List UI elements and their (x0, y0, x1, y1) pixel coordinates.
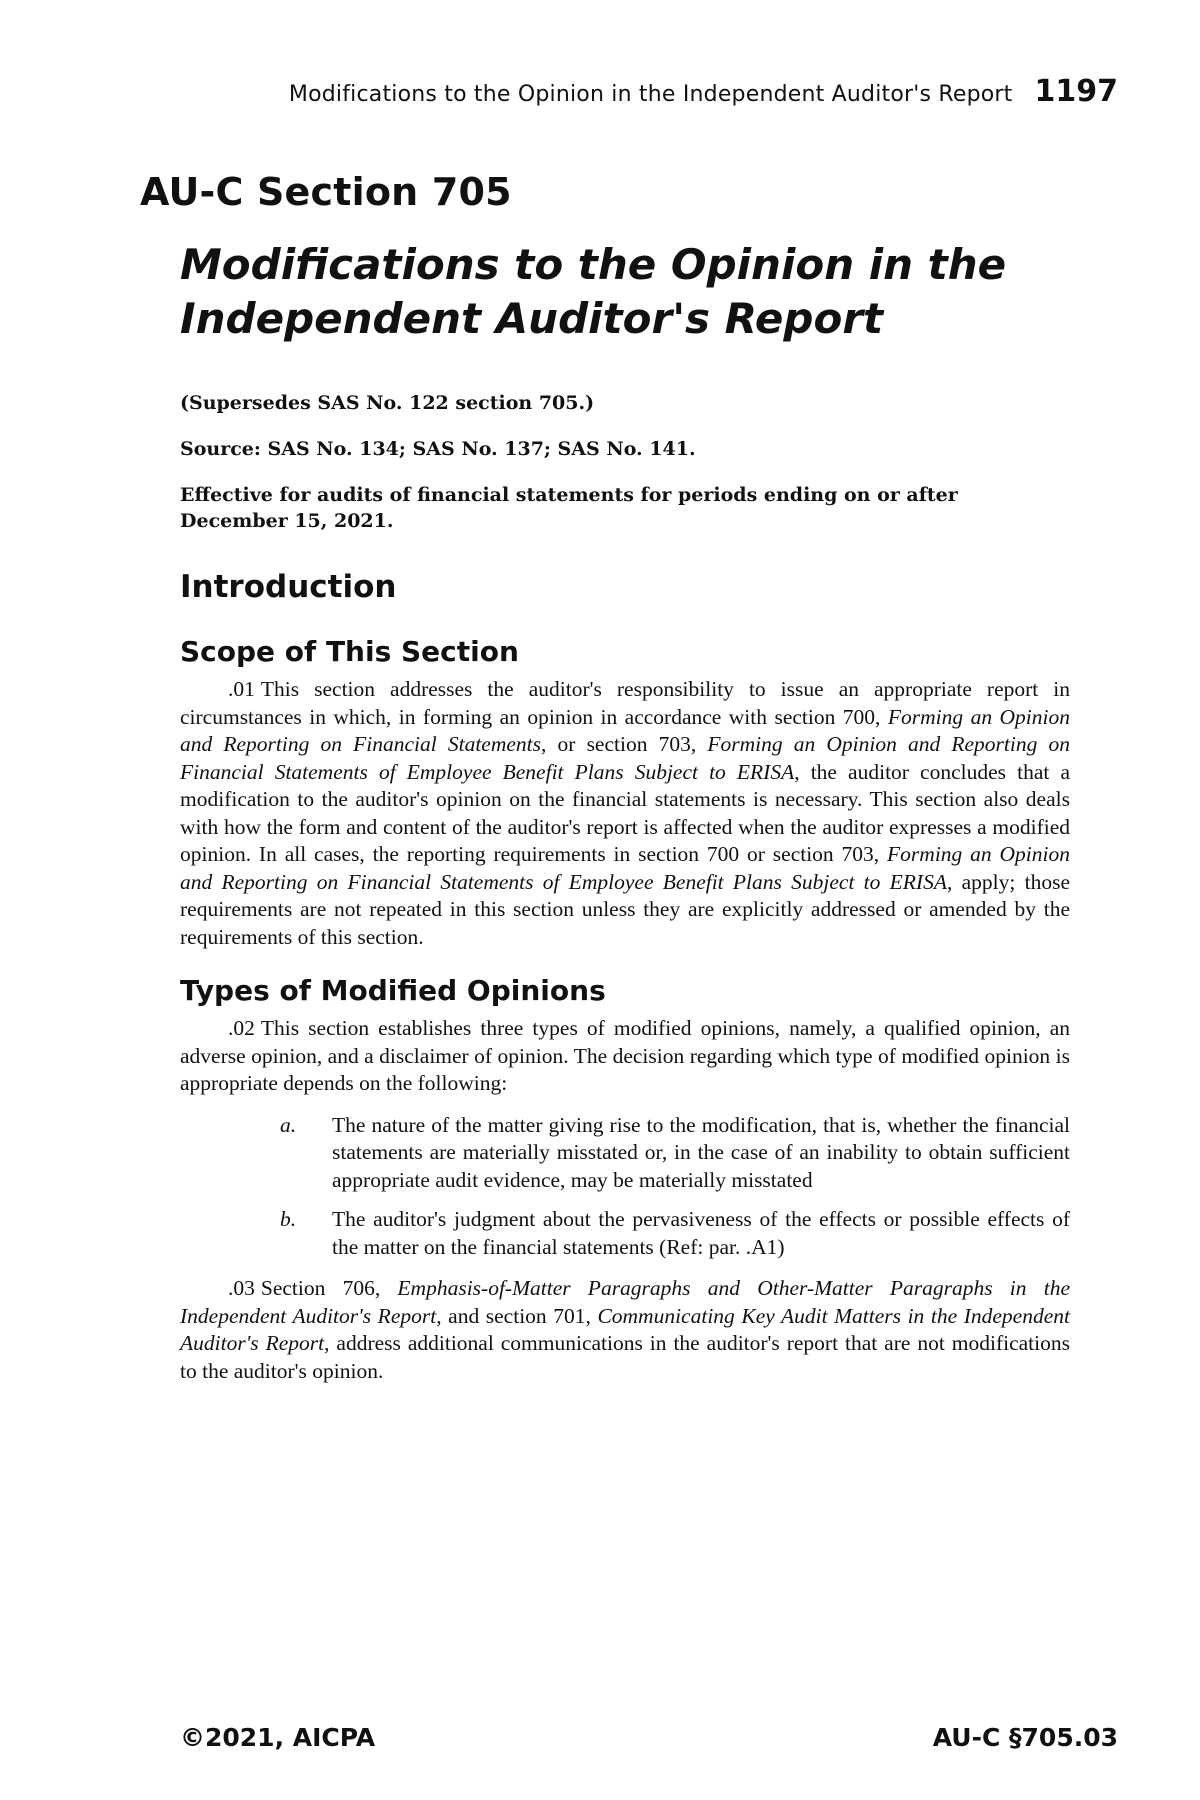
paragraph-01 (180, 676, 1070, 951)
section-701-title: Communicating Key Audit Matters in the Independent Auditor's Report (180, 1303, 1070, 1355)
section-label: AU-C Section 705 (140, 170, 512, 214)
opinion-factors-list (180, 1112, 1070, 1262)
section-706-title: Emphasis-of-Matter Paragraphs and Other-Matter Paragraphs in the Independent Auditor's Report (180, 1276, 1070, 1328)
paragraph-text: , and section 701, (436, 1303, 598, 1328)
paragraph-text: Section 706, (260, 1276, 398, 1300)
paragraph-02 (180, 1015, 1070, 1098)
paragraph-number: .01 (228, 677, 255, 701)
copyright-footer: ©2021, AICPA (180, 1723, 376, 1752)
paragraph-number: .02 (228, 1016, 255, 1040)
section-700-title: Forming an Opinion and Reporting on Financial Statements (180, 704, 1070, 756)
supersedes-note: (Supersedes SAS No. 122 section 705.) (180, 392, 595, 414)
paragraph-text: , apply; those requirements are not repeated in this section unless they are explicitly addressed or amended by the requirements of this section. (180, 869, 1070, 949)
main-content (180, 390, 1070, 1399)
section-703-title: Forming an Opinion and Reporting on Financial Statements of Employee Benefit Plans Subject to ERISA (180, 732, 1070, 784)
list-marker: a. (280, 1112, 297, 1137)
introduction-heading: Introduction (180, 569, 397, 605)
paragraph-number: .03 (228, 1276, 255, 1300)
list-item (180, 1206, 1070, 1261)
list-item (180, 1112, 1070, 1195)
scope-heading: Scope of This Section (180, 635, 519, 668)
paragraph-text: , address additional communications in the auditor's report that are not modifications to the auditor's opinion. (180, 1331, 1070, 1383)
list-marker: b. (280, 1207, 297, 1231)
effective-note: Effective for audits of financial statements for periods ending on or after December 15, 2021. (180, 484, 958, 532)
list-item-text: The auditor's judgment about the pervasiveness of the effects or possible effects of the matter on the financial statements (Ref: par. .A1) (332, 1207, 1070, 1259)
list-item-text: The nature of the matter giving rise to the modification, that is, whether the financial statements are materially misstated or, in the case of an inability to obtain sufficient appropriate audit evidence, may be materially misstated (332, 1112, 1070, 1192)
paragraph-text: This section addresses the auditor's responsibility to issue an appropriate report in circumstances in which, in forming an opinion in accordance with section 700, (180, 677, 1070, 729)
paragraph-text: , or section 703, (541, 732, 708, 756)
source-note: Source: SAS No. 134; SAS No. 137; SAS No. 141. (180, 438, 696, 460)
types-heading: Types of Modified Opinions (180, 974, 606, 1007)
section-title: Modifications to the Opinion in the Independent Auditor's Report (180, 240, 1007, 343)
paragraph-03 (180, 1275, 1070, 1385)
paragraph-text: , the auditor concludes that a modification to the auditor's opinion on the financial statements is necessary. This section also deals with how the form and content of the auditor's report is affected when the auditor expresses a modified opinion. In all cases, the reporting requirements in section 700 or section 703, (180, 759, 1071, 866)
page-number: 1197 (1034, 74, 1118, 109)
section-703-title: Forming an Opinion and Reporting on Financial Statements of Employee Benefit Plans Subject to ERISA (180, 842, 1070, 894)
section-reference-footer: AU-C §705.03 (932, 1723, 1118, 1752)
paragraph-text: This section establishes three types of modified opinions, namely, a qualified opinion, an adverse opinion, and a disclaimer of opinion. The decision regarding which type of modified opinion is appropriate depends on the following: (180, 1016, 1070, 1095)
running-head-title: Modifications to the Opinion in the Independent Auditor's Report (288, 82, 1013, 107)
running-head (289, 74, 1118, 109)
